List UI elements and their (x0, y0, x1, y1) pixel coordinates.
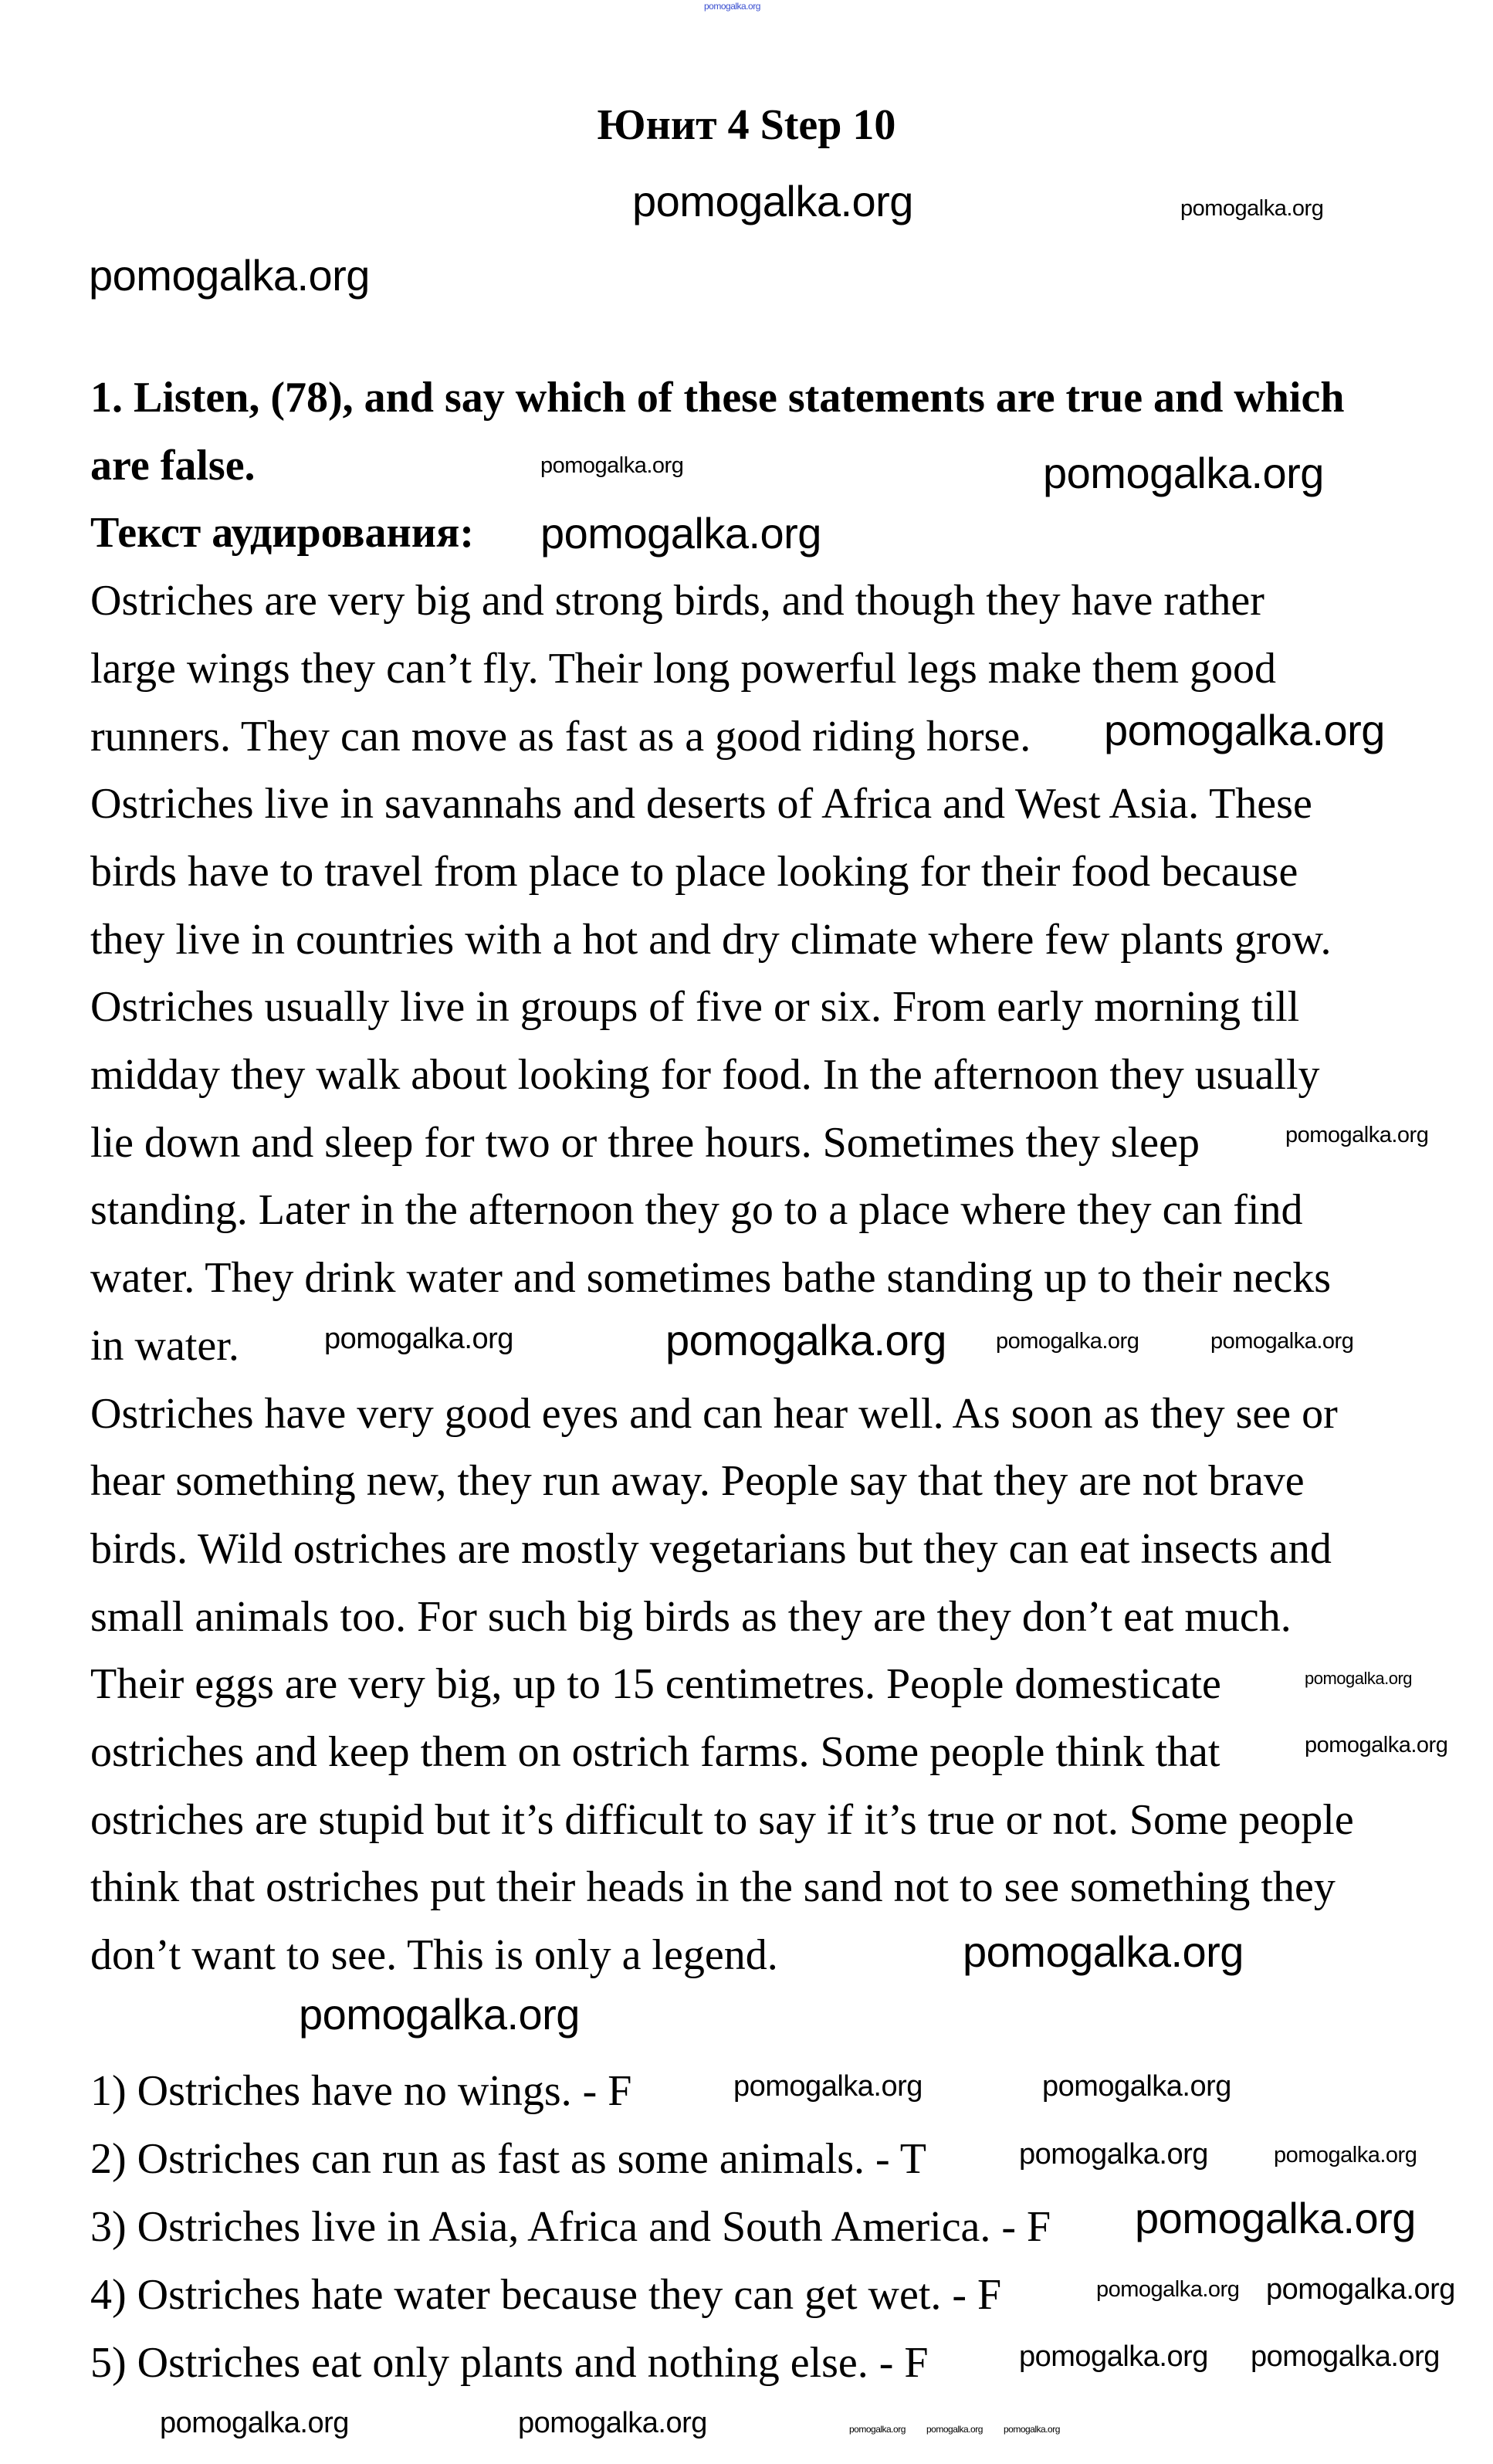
watermark: pomogalka.org (540, 509, 821, 558)
watermark: pomogalka.org (849, 2424, 906, 2435)
transcript-line: lie down and sleep for two or three hours. Sometimes they sleep (90, 1118, 1200, 1167)
watermark: pomogalka.org (1019, 2340, 1208, 2373)
watermark: pomogalka.org (1266, 2273, 1455, 2306)
transcript-line: Ostriches are very big and strong birds, and though they have rather (90, 577, 1264, 625)
watermark: pomogalka.org (665, 1316, 946, 1364)
watermark: pomogalka.org (1135, 2194, 1416, 2242)
watermark: pomogalka.org (518, 2407, 707, 2439)
transcript-line: Ostriches have very good eyes and can hear well. As soon as they see or (90, 1389, 1338, 1438)
watermark: pomogalka.org (632, 177, 913, 225)
watermark: pomogalka.org (704, 1, 760, 12)
watermark: pomogalka.org (1305, 1669, 1413, 1688)
answer-item: 1) Ostriches have no wings. - F (90, 2067, 632, 2115)
transcript-line: don’t want to see. This is only a legend. (90, 1931, 778, 1980)
answer-item: 5) Ostriches eat only plants and nothing else. - F (90, 2339, 929, 2387)
watermark: pomogalka.org (996, 1329, 1139, 1354)
watermark: pomogalka.org (733, 2070, 923, 2103)
transcript-line: birds. Wild ostriches are mostly vegetarians but they can eat insects and (90, 1524, 1332, 1573)
transcript-line: they live in countries with a hot and dry climate where few plants grow. (90, 915, 1332, 964)
transcript-line: Ostriches live in savannahs and deserts of Africa and West Asia. These (90, 780, 1312, 829)
transcript-line: midday they walk about looking for food. In the afternoon they usually (90, 1051, 1320, 1100)
answer-item: 2) Ostriches can run as fast as some animals. - T (90, 2135, 926, 2183)
watermark: pomogalka.org (89, 251, 370, 300)
watermark: pomogalka.org (1043, 449, 1324, 497)
transcript-line: ostriches are stupid but it’s difficult to say if it’s true or not. Some people (90, 1795, 1354, 1844)
page-title: Юнит 4 Step 10 (597, 101, 896, 149)
transcript-line: small animals too. For such big birds as they are they don’t eat much. (90, 1592, 1292, 1641)
watermark: pomogalka.org (1251, 2340, 1440, 2373)
watermark: pomogalka.org (160, 2407, 349, 2439)
watermark: pomogalka.org (926, 2424, 983, 2435)
answer-item: 3) Ostriches live in Asia, Africa and South America. - F (90, 2203, 1051, 2251)
watermark: pomogalka.org (1180, 196, 1324, 221)
watermark: pomogalka.org (1042, 2070, 1231, 2103)
watermark: pomogalka.org (540, 453, 684, 478)
answer-item: 4) Ostriches hate water because they can get wet. - F (90, 2271, 1002, 2319)
watermark: pomogalka.org (1096, 2277, 1240, 2302)
watermark: pomogalka.org (1004, 2424, 1060, 2435)
transcript-line: water. They drink water and sometimes bathe standing up to their necks (90, 1254, 1331, 1303)
transcript-line: hear something new, they run away. People say that they are not brave (90, 1457, 1305, 1506)
transcript-line: think that ostriches put their heads in the sand not to see something they (90, 1863, 1336, 1912)
watermark: pomogalka.org (1274, 2143, 1417, 2167)
watermark: pomogalka.org (1210, 1329, 1354, 1354)
watermark: pomogalka.org (299, 1990, 580, 2039)
transcript-line: ostriches and keep them on ostrich farms. Some people think that (90, 1728, 1220, 1777)
watermark: pomogalka.org (963, 1927, 1244, 1976)
transcript-line: Their eggs are very big, up to 15 centimetres. People domesticate (90, 1660, 1221, 1709)
transcript-line: birds have to travel from place to place looking for their food because (90, 847, 1298, 896)
transcript-line: Ostriches usually live in groups of five or six. From early morning till (90, 983, 1300, 1032)
watermark: pomogalka.org (1104, 706, 1385, 754)
exercise-text (90, 364, 1354, 1990)
answers-list (90, 2057, 1051, 2397)
transcript-line: standing. Later in the afternoon they go to a place where they can find (90, 1186, 1303, 1235)
watermark: pomogalka.org (324, 1323, 513, 1355)
task-heading-line: 1. Listen, (78), and say which of these statements are true and which (90, 374, 1345, 422)
watermark: pomogalka.org (1305, 1733, 1448, 1757)
task-heading-line: are false. (90, 441, 256, 490)
transcript-line: runners. They can move as fast as a good riding horse. (90, 712, 1031, 761)
transcript-subheading: Текст аудирования: (90, 509, 474, 558)
watermark: pomogalka.org (1285, 1123, 1429, 1147)
transcript-line: large wings they can’t fly. Their long powerful legs make them good (90, 644, 1277, 693)
transcript-line: in water. (90, 1321, 239, 1370)
watermark: pomogalka.org (1019, 2138, 1208, 2171)
